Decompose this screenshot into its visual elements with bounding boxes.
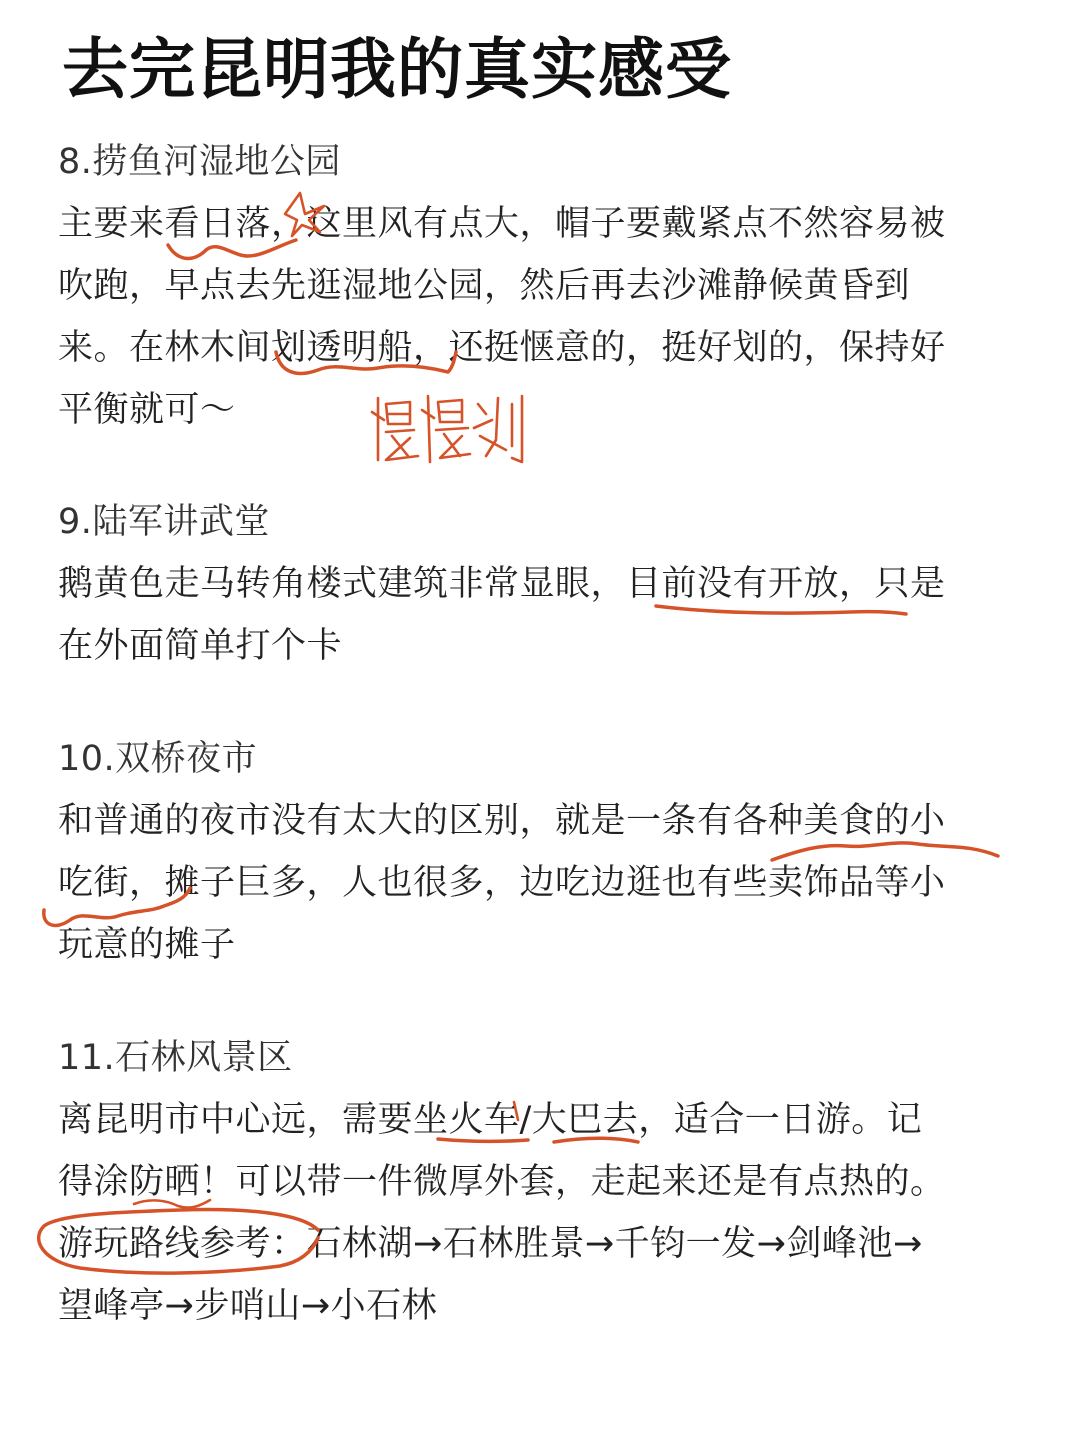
paragraph-line: 吹跑，早点去先逛湿地公园，然后再去沙滩静候黄昏到: [58, 266, 911, 306]
paragraph-line: 平衡就可～: [58, 390, 236, 430]
paragraph-line: 得涂防晒！可以带一件微厚外套，走起来还是有点热的。: [58, 1162, 946, 1202]
paragraph-line: 游玩路线参考：石林湖→石林胜景→千钧一发→剑峰池→: [58, 1224, 923, 1264]
section-heading: 9.陆军讲武堂: [58, 502, 270, 542]
paragraph-line: 主要来看日落，这里风有点大，帽子要戴紧点不然容易被: [58, 204, 946, 244]
section-stone-forest: [58, 1027, 1023, 1337]
paragraph-line: 玩意的摊子: [58, 925, 236, 965]
section-army-academy: [58, 491, 1023, 677]
paragraph-line: 和普通的夜市没有太大的区别，就是一条有各种美食的小: [58, 801, 946, 841]
paragraph-line: 来。在林木间划透明船，还挺惬意的，挺好划的，保持好: [58, 328, 946, 368]
section-shuangqiao-night-market: [58, 728, 1023, 976]
paragraph-line: 在外面简单打个卡: [58, 626, 343, 666]
paragraph-line: 鹅黄色走马转角楼式建筑非常显眼，目前没有开放，只是: [58, 564, 946, 604]
section-heading: 11.石林风景区: [58, 1038, 293, 1078]
paragraph-line: 望峰亭→步哨山→小石林: [58, 1286, 438, 1326]
paragraph-line: 吃街，摊子巨多，人也很多，边吃边逛也有些卖饰品等小: [58, 863, 946, 903]
section-heading: 8.捞鱼河湿地公园: [58, 142, 341, 182]
paragraph-line: 离昆明市中心远，需要坐火车/大巴去，适合一日游。记: [58, 1100, 923, 1140]
section-laoyuhe-wetland-park: [58, 131, 1023, 441]
section-heading: 10.双桥夜市: [58, 739, 258, 779]
page-title: 去完昆明我的真实感受: [62, 31, 732, 108]
